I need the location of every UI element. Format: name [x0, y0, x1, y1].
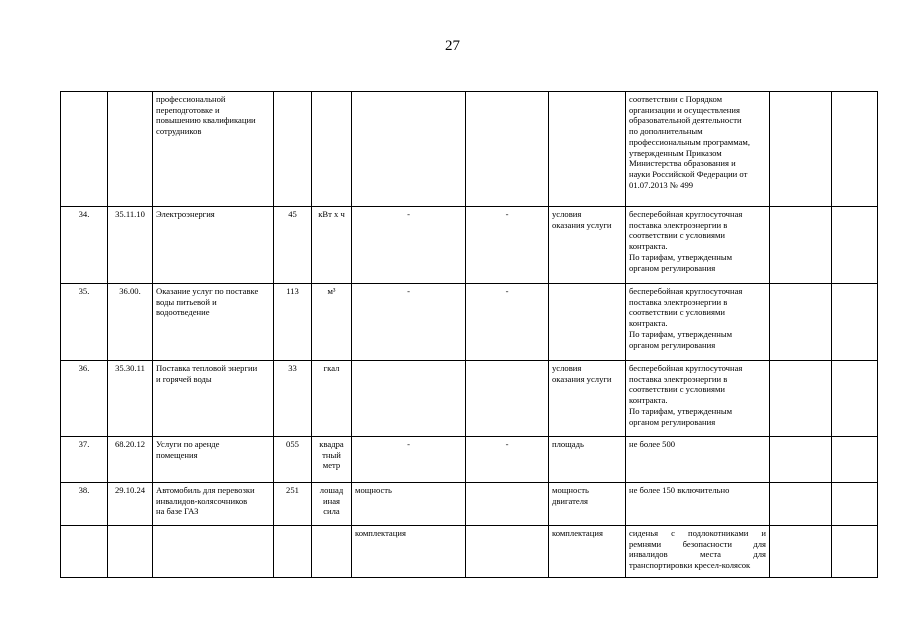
cell-code: 29.10.24: [108, 483, 153, 526]
cell-quantity: 055: [274, 437, 312, 483]
table-row: [61, 483, 878, 526]
cell-characteristic: мощность двигателя: [549, 483, 626, 526]
cell-characteristic: [549, 284, 626, 361]
cell-num: 36.: [61, 361, 108, 437]
cell-col10: [770, 526, 832, 578]
cell-name: Оказание услуг по поставке воды питьевой и водоотведение: [153, 284, 274, 361]
cell-col10: [770, 437, 832, 483]
cell-name: Электроэнергия: [153, 207, 274, 284]
table-row: [61, 526, 878, 578]
cell-quantity: [274, 92, 312, 207]
cell-col10: [770, 207, 832, 284]
cell-value: соответствии с Порядком организации и осуществления образовательной деятельности по дополнительным профессиональным программам, утвержденным Приказом Министерства образования и науки Российской Федерации от 01.07.2013 № 499: [626, 92, 770, 207]
cell-code: [108, 526, 153, 578]
cell-num: [61, 92, 108, 207]
cell-characteristic: [549, 92, 626, 207]
cell-unit: [312, 92, 352, 207]
cell-value: бесперебойная круглосуточная поставка электроэнергии в соответствии с условиями контракта. По тарифам, утвержденным органом регулирования: [626, 284, 770, 361]
cell-col10: [770, 92, 832, 207]
cell-col6: [352, 92, 466, 207]
cell-unit: кВт х ч: [312, 207, 352, 284]
cell-quantity: 251: [274, 483, 312, 526]
cell-col6: -: [352, 437, 466, 483]
cell-quantity: 33: [274, 361, 312, 437]
cell-code: 68.20.12: [108, 437, 153, 483]
cell-characteristic: комплектация: [549, 526, 626, 578]
table-row: [61, 207, 878, 284]
cell-name: Поставка тепловой энергии и горячей воды: [153, 361, 274, 437]
cell-value: сиденья с подлокотниками и ремнями безопасности для инвалидов места для транспортировки кресел-колясок: [626, 526, 770, 578]
cell-col11: [832, 207, 878, 284]
cell-num: 34.: [61, 207, 108, 284]
cell-code: 35.11.10: [108, 207, 153, 284]
cell-col11: [832, 92, 878, 207]
cell-unit: квадра тный метр: [312, 437, 352, 483]
cell-characteristic: условия оказания услуги: [549, 207, 626, 284]
cell-characteristic: условия оказания услуги: [549, 361, 626, 437]
cell-col11: [832, 284, 878, 361]
cell-col7: -: [466, 284, 549, 361]
cell-name: профессиональной переподготовке и повышению квалификации сотрудников: [153, 92, 274, 207]
cell-col6: [352, 361, 466, 437]
cell-value: бесперебойная круглосуточная поставка электроэнергии в соответствии с условиями контракта. По тарифам, утвержденным органом регулирования: [626, 207, 770, 284]
cell-col11: [832, 526, 878, 578]
cell-col7: -: [466, 437, 549, 483]
cell-characteristic: площадь: [549, 437, 626, 483]
page-number: 27: [445, 38, 460, 54]
cell-col7: -: [466, 207, 549, 284]
cell-col7: [466, 361, 549, 437]
table-row: [61, 92, 878, 207]
cell-col10: [770, 483, 832, 526]
cell-name: Услуги по аренде помещения: [153, 437, 274, 483]
cell-num: 38.: [61, 483, 108, 526]
cell-col6: -: [352, 284, 466, 361]
cell-code: 36.00.: [108, 284, 153, 361]
cell-quantity: 113: [274, 284, 312, 361]
cell-unit: лошад иная сила: [312, 483, 352, 526]
procurement-table: [60, 91, 878, 578]
cell-col6: мощность: [352, 483, 466, 526]
cell-unit: гкал: [312, 361, 352, 437]
table-row: [61, 437, 878, 483]
cell-value: не более 500: [626, 437, 770, 483]
cell-value: бесперебойная круглосуточная поставка электроэнергии в соответствии с условиями контракта. По тарифам, утвержденным органом регулирования: [626, 361, 770, 437]
cell-num: [61, 526, 108, 578]
cell-unit: [312, 526, 352, 578]
cell-quantity: [274, 526, 312, 578]
cell-unit: м³: [312, 284, 352, 361]
cell-col10: [770, 284, 832, 361]
cell-code: 35.30.11: [108, 361, 153, 437]
cell-col7: [466, 526, 549, 578]
cell-col10: [770, 361, 832, 437]
cell-col6: -: [352, 207, 466, 284]
cell-col7: [466, 483, 549, 526]
table-row: [61, 284, 878, 361]
cell-num: 37.: [61, 437, 108, 483]
cell-col6: комплектация: [352, 526, 466, 578]
table-row: [61, 361, 878, 437]
cell-col7: [466, 92, 549, 207]
cell-col11: [832, 361, 878, 437]
cell-name: [153, 526, 274, 578]
cell-quantity: 45: [274, 207, 312, 284]
cell-num: 35.: [61, 284, 108, 361]
cell-value: не более 150 включительно: [626, 483, 770, 526]
cell-col11: [832, 483, 878, 526]
cell-name: Автомобиль для перевозки инвалидов-колясочников на базе ГАЗ: [153, 483, 274, 526]
cell-code: [108, 92, 153, 207]
table-body: [61, 92, 878, 578]
cell-col11: [832, 437, 878, 483]
